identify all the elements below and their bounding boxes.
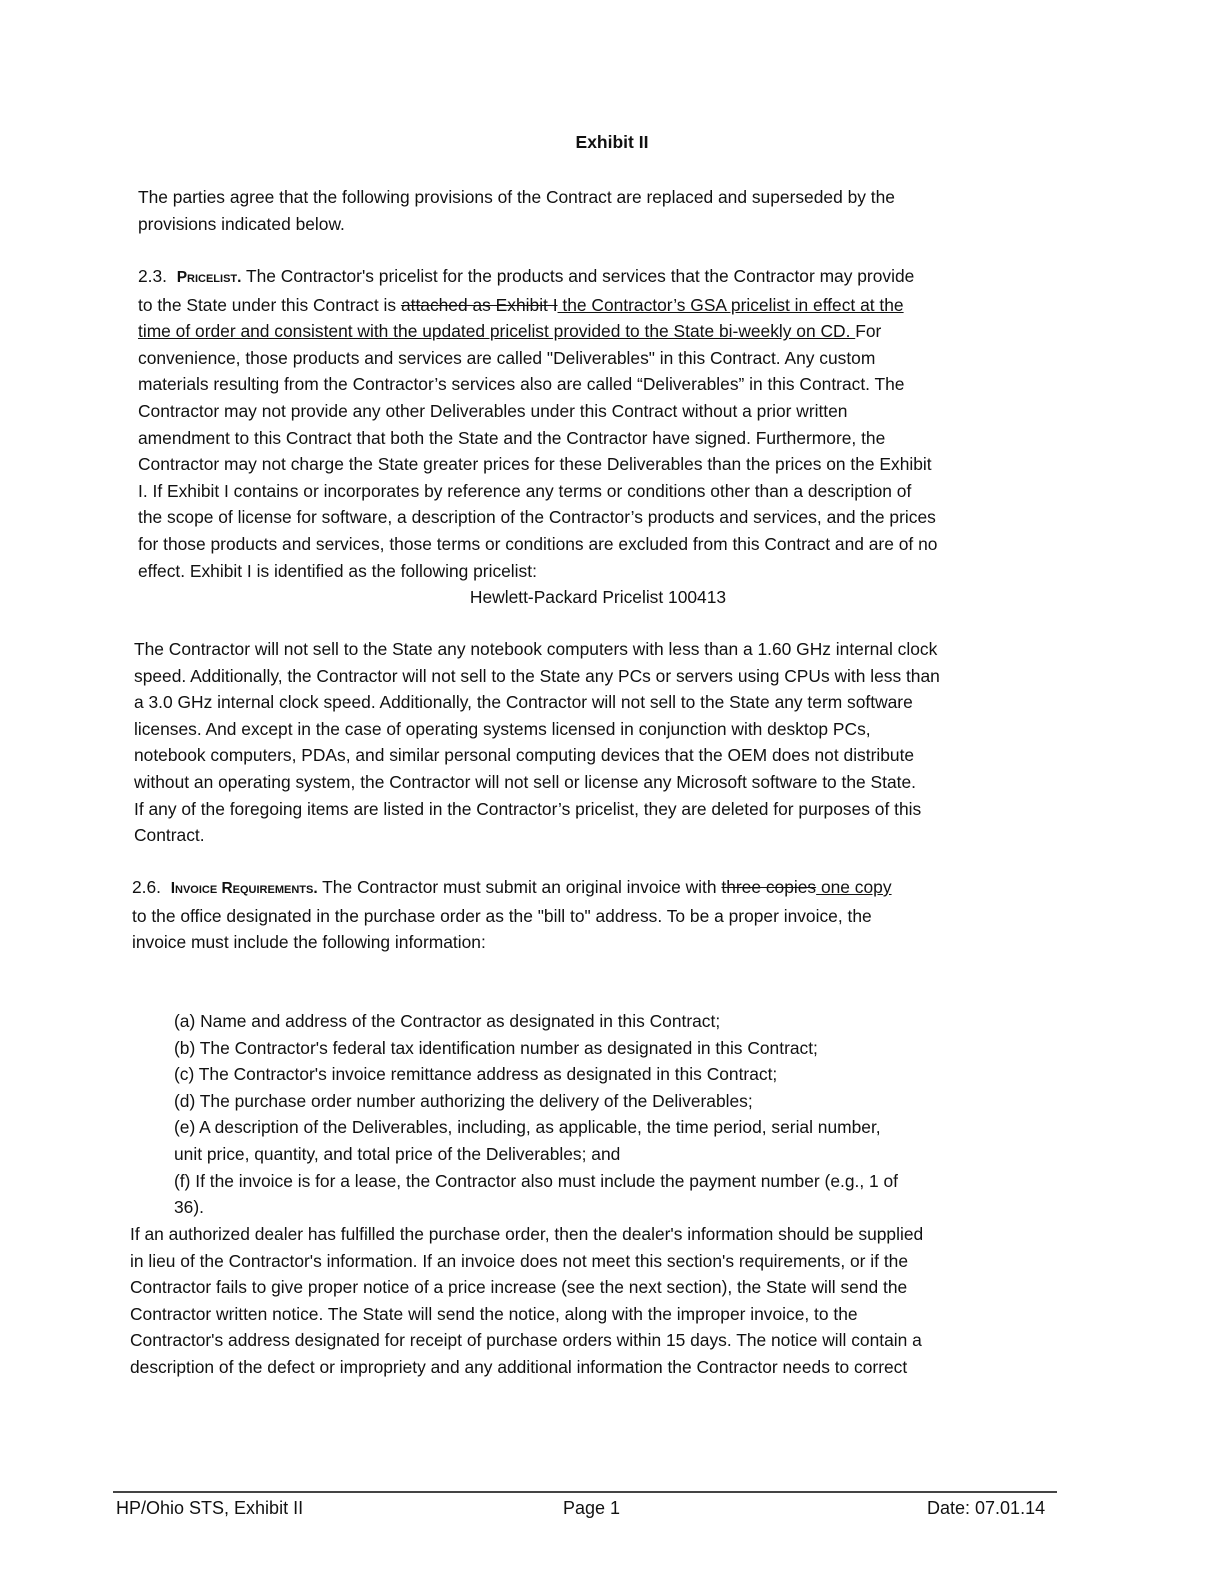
list-item: unit price, quantity, and total price of the Deliverables; and	[174, 1143, 621, 1164]
text-line: licenses. And except in the case of operating systems licensed in conjunction with desktop PCs,	[134, 718, 871, 739]
text-line: convenience, those products and services are called "Deliverables" in this Contract. Any custom	[138, 347, 876, 368]
text-line: invoice must include the following information:	[132, 932, 486, 953]
section-heading: Pricelist.	[176, 269, 242, 286]
text-line: the scope of license for software, a description of the Contractor’s products and services, and the prices	[138, 507, 936, 528]
page-title: Exhibit II	[575, 132, 649, 152]
text-line: If an authorized dealer has fulfilled the purchase order, then the dealer's information should be supplied	[130, 1224, 924, 1244]
deleted-text: three copies	[721, 877, 817, 897]
pricelist-name: Hewlett-Packard Pricelist 100413	[469, 587, 727, 608]
text-line: description of the defect or impropriety and any additional information the Contractor needs to correct	[130, 1356, 908, 1377]
inserted-text: one copy	[816, 877, 892, 897]
text-line: in lieu of the Contractor's information. If an invoice does not meet this section's requirements, or if the	[130, 1250, 909, 1271]
section-heading: Invoice Requirements.	[170, 880, 318, 897]
footer-page-number: Page 1	[563, 1498, 621, 1518]
closing-paragraph	[130, 1221, 923, 1381]
text-line: Contractor may not charge the State greater prices for these Deliverables than the prices on the Exhibit	[138, 454, 932, 475]
list-item: 36).	[174, 1197, 204, 1218]
text-line: to the office designated in the purchase order as the "bill to" address. To be a proper invoice, the	[132, 905, 872, 926]
text-line: Contractor written notice. The State will send the notice, along with the improper invoice, to the	[130, 1303, 858, 1324]
footer-document-name: HP/Ohio STS, Exhibit II	[116, 1498, 304, 1518]
text-line: effect. Exhibit I is identified as the following pricelist:	[138, 560, 537, 581]
invoice-requirements-list	[174, 1008, 898, 1221]
footer-date: Date: 07.01.14	[927, 1498, 1046, 1518]
deleted-text: attached as Exhibit I	[400, 294, 558, 315]
list-item: (a) Name and address of the Contractor as designated in this Contract;	[174, 1011, 721, 1031]
text-line: provisions indicated below.	[138, 213, 345, 234]
inserted-text: the Contractor’s GSA pricelist in effect at the	[557, 294, 904, 315]
text-line: without an operating system, the Contractor will not sell or license any Microsoft software to the State.	[134, 771, 916, 792]
text-line: amendment to this Contract that both the State and the Contractor have signed. Furthermore, the	[138, 427, 886, 448]
text-line: materials resulting from the Contractor’s services also are called “Deliverables” in this Contract. The	[138, 374, 905, 395]
text: The Contractor must submit an original invoice with	[317, 877, 722, 897]
text-line: Contractor may not provide any other Deliverables under this Contract without a prior written	[138, 400, 848, 421]
text: For	[855, 321, 882, 342]
footer-divider	[113, 1491, 1057, 1493]
text-line: for those products and services, those terms or conditions are excluded from this Contract and are of no	[138, 533, 938, 554]
list-item: (b) The Contractor's federal tax identification number as designated in this Contract;	[174, 1037, 818, 1058]
section-2-6	[132, 874, 892, 956]
text-line: The parties agree that the following provisions of the Contract are replaced and superseded by the	[138, 187, 895, 207]
text-line: Contractor's address designated for receipt of purchase orders within 15 days. The notice will contain a	[130, 1330, 922, 1351]
text-line: a 3.0 GHz internal clock speed. Additionally, the Contractor will not sell to the State any term software	[134, 692, 913, 713]
list-item: (d) The purchase order number authorizing the delivery of the Deliverables;	[174, 1090, 753, 1111]
text-line: Contractor fails to give proper notice of a price increase (see the next section), the State will send the	[130, 1277, 908, 1298]
text: to the State under this Contract is	[138, 294, 401, 315]
list-item: (c) The Contractor's invoice remittance address as designated in this Contract;	[174, 1064, 778, 1085]
section-number: 2.6.	[132, 877, 162, 897]
text-line: If any of the foregoing items are listed in the Contractor’s pricelist, they are deleted for purposes of this	[134, 798, 922, 819]
list-item: (f) If the invoice is for a lease, the Contractor also must include the payment number (e.g., 1 of	[174, 1170, 898, 1191]
text-line: The Contractor will not sell to the State any notebook computers with less than a 1.60 GHz internal clock	[134, 639, 938, 659]
section-number: 2.3.	[138, 266, 168, 286]
restrictions-paragraph	[134, 636, 940, 849]
text-line: Contract.	[134, 825, 205, 846]
text-line: I. If Exhibit I contains or incorporates by reference any terms or conditions other than a description of	[138, 480, 912, 501]
intro-paragraph	[138, 184, 895, 237]
list-item: (e) A description of the Deliverables, including, as applicable, the time period, serial number,	[174, 1117, 881, 1138]
section-2-3	[138, 263, 1058, 611]
text-line: notebook computers, PDAs, and similar personal computing devices that the OEM does not distribute	[134, 745, 915, 766]
text: The Contractor's pricelist for the products and services that the Contractor may provide	[241, 266, 915, 286]
inserted-text: time of order and consistent with the updated pricelist provided to the State bi-weekly on CD.	[138, 321, 856, 342]
text-line: speed. Additionally, the Contractor will not sell to the State any PCs or servers using CPUs with less than	[134, 665, 940, 686]
